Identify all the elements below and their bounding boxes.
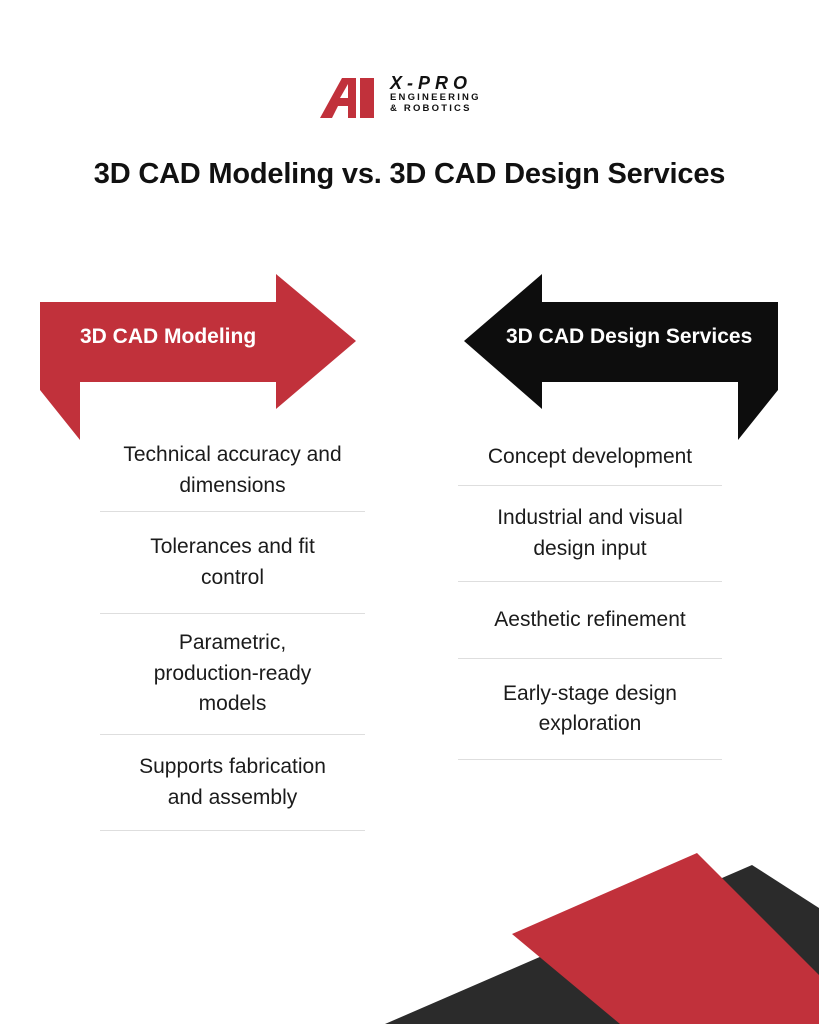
right-list-item [458, 659, 722, 760]
company-logo [318, 74, 493, 122]
right-list [458, 430, 722, 760]
left-list-item-line: and assembly [167, 785, 298, 809]
left-list-item [100, 735, 365, 831]
logo-name: X-PRO [390, 73, 473, 93]
right-list-item-line: exploration [538, 712, 642, 735]
left-heading: 3D CAD Modeling [80, 325, 257, 348]
logo-tagline-2: & ROBOTICS [390, 103, 472, 114]
left-list-item-line: models [198, 692, 267, 716]
right-list-item-line: design input [533, 536, 647, 560]
right-arrow-icon [0, 272, 360, 442]
left-list-item-line: Supports fabrication [139, 755, 326, 778]
left-list-item [100, 614, 365, 735]
left-list-item [100, 430, 365, 512]
right-list-item-line: Early-stage design [503, 681, 677, 705]
right-list-item [458, 582, 722, 659]
left-list-item-line: Parametric, [178, 631, 287, 655]
logo-tagline-1: ENGINEERING [390, 92, 481, 103]
left-list-item-line: Technical accuracy and [123, 443, 342, 466]
right-list-item-line: Industrial and visual [497, 506, 683, 529]
left-list-item-line: Tolerances and fit [150, 535, 315, 558]
right-list-item [458, 430, 722, 486]
left-list-item-line: control [200, 565, 264, 589]
left-list [100, 430, 365, 831]
page-title: 3D CAD Modeling vs. 3D CAD Design Services [93, 158, 726, 190]
right-list-item-line: Concept development [487, 445, 693, 469]
right-list-item-line: Aesthetic refinement [494, 607, 686, 631]
left-list-item-line: production-ready [153, 661, 312, 685]
right-list-item [458, 486, 722, 582]
ai-logo-mark [318, 74, 388, 120]
left-list-item-line: dimensions [179, 473, 286, 497]
left-list-item [100, 512, 365, 614]
right-heading: 3D CAD Design Services [506, 325, 753, 348]
left-arrow-icon [460, 272, 819, 442]
